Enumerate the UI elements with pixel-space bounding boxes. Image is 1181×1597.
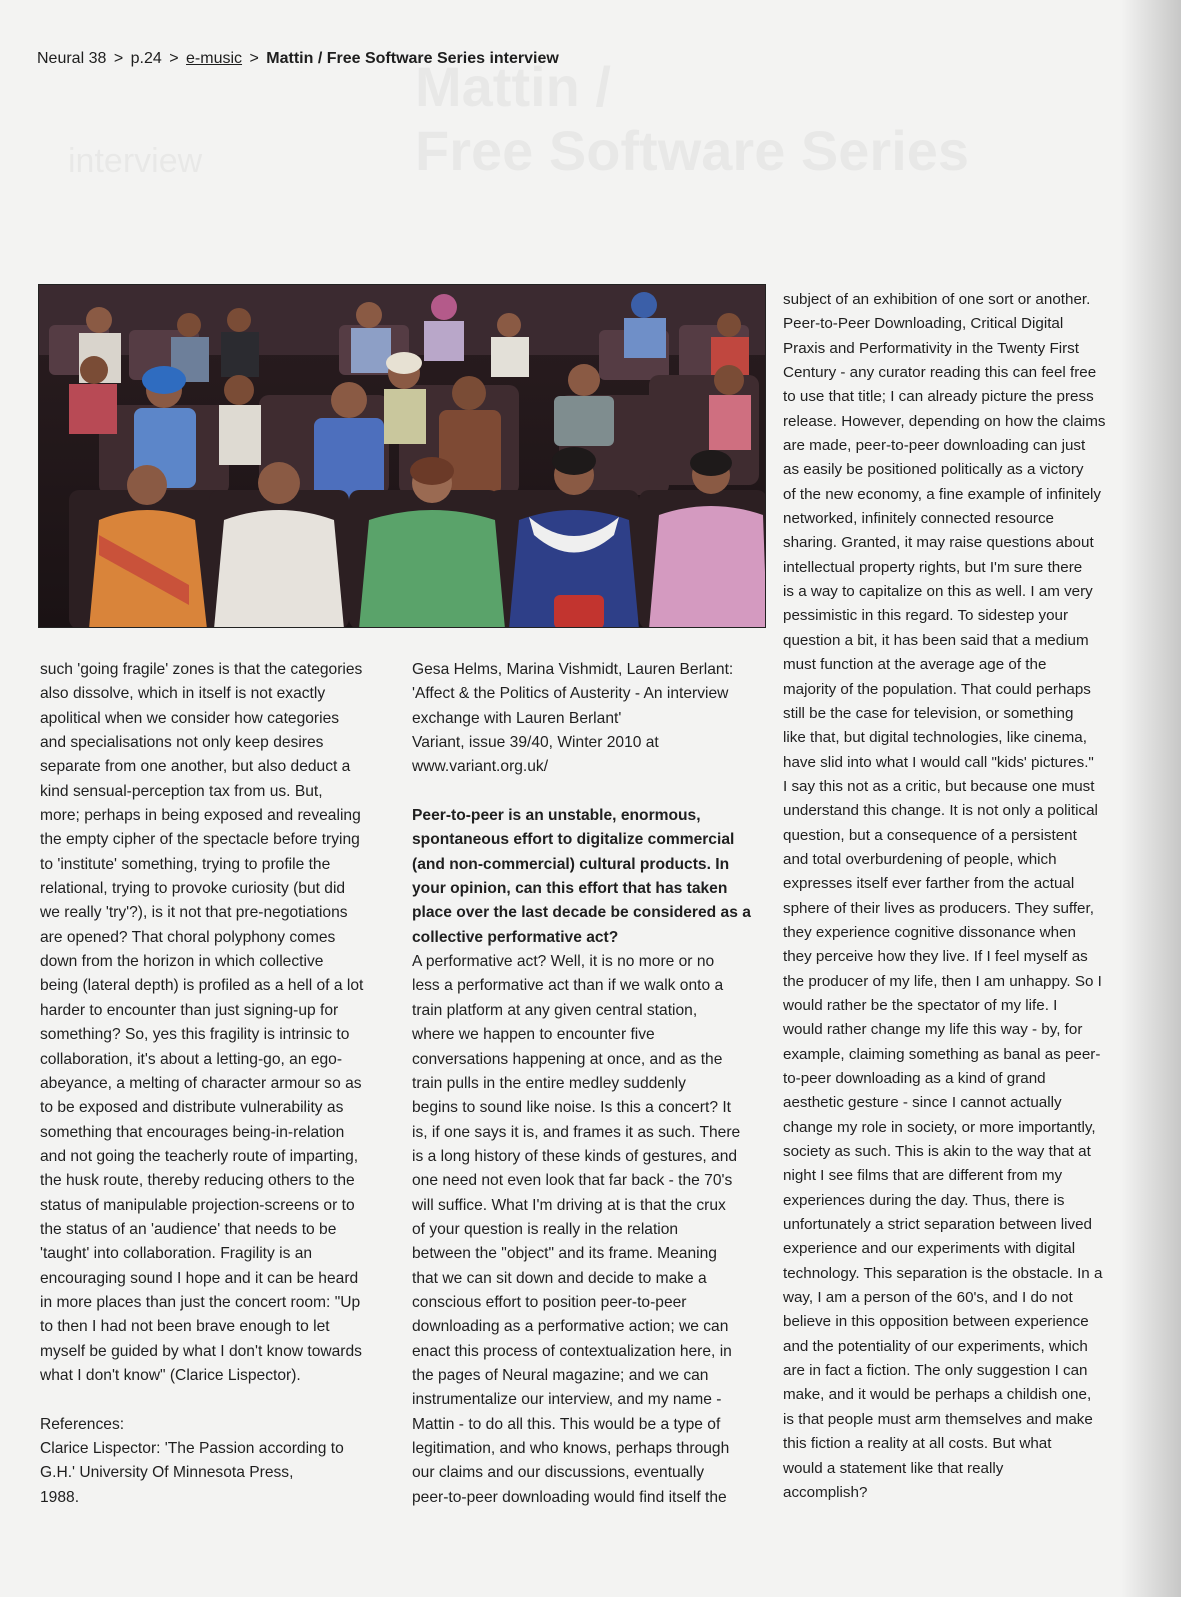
interview-answer-line: less a performative act than if we walk onto a [412,977,724,995]
body-text-line: and not going the teacherly route of imparting, [40,1147,359,1165]
body-text-line: what I don't know" (Clarice Lispector). [40,1366,301,1384]
interview-answer-line: are made, peer-to-peer downloading can just [783,437,1086,455]
interview-answer-line: is, if one says it is, and frames it as such. There [412,1123,741,1141]
interview-answer-line: that we can sit down and decide to make a [412,1269,707,1287]
interview-answer-line: change my role in society, or more importantly, [783,1118,1096,1136]
interview-answer-line: majority of the population. That could perhaps [783,680,1091,698]
body-text-line: status of manipulable projection-screens or to [40,1196,355,1214]
interview-answer-line: to-peer downloading as a kind of grand [783,1070,1046,1087]
interview-answer-line: the pages of Neural magazine; and we can [412,1366,709,1384]
interview-answer-line: begins to sound like noise. Is this a concert? It [412,1099,731,1117]
interview-answer-line: conscious effort to position peer-to-peer [412,1293,687,1311]
interview-answer-line: like that, but digital technologies, like cinema, [783,729,1087,747]
interview-question-line: Peer-to-peer is an unstable, enormous, [412,807,701,825]
reference-line: www.variant.org.uk/ [412,758,549,776]
body-text-line: and specialisations not only keep desires [40,734,324,752]
interview-answer-line: is a long history of these kinds of gestures, and [412,1147,738,1165]
interview-answer-line: Mattin - to do all this. This would be a type of [412,1415,721,1433]
breadcrumb-section-link[interactable]: e-music [186,50,243,67]
breadcrumb-separator: > [113,50,124,67]
interview-answer-line: is that people must arm themselves and make [783,1410,1093,1428]
interview-answer-line: is a way to capitalize on this as well. I am very [783,583,1093,601]
body-text-line: the empty cipher of the spectacle before trying [40,831,360,849]
interview-answer-line: A performative act? Well, it is no more or no [412,953,715,971]
interview-answer-line: still be the case for television, or something [783,704,1074,722]
interview-answer-line: pessimistic in this regard. To sidestep your [783,607,1069,625]
reference-line: 'Affect & the Politics of Austerity - An interview [412,685,729,703]
interview-question-line: (and non-commercial) cultural products. In [412,855,730,873]
interview-answer-line: believe in this opposition between experience [783,1313,1089,1331]
body-text-line: also dissolve, which in itself is not exactly [40,685,326,703]
article-column-2 [412,658,751,1510]
interview-answer-line: way, I am a person of the 60's, and I do not [783,1289,1073,1307]
interview-answer-line: train pulls in the entire medley suddenly [412,1074,686,1092]
interview-answer-line: understand this change. It is not only a political [783,802,1098,820]
body-text-line: 'taught' into collaboration. Fragility is an [40,1245,313,1263]
interview-answer-line: experience and our experiments with digital [783,1240,1076,1258]
interview-answer-line: aesthetic gesture - since I cannot actually [783,1094,1062,1112]
body-text-line: being (lateral depth) is profiled as a hell of a lot [40,977,364,995]
body-text-line: more; perhaps in being exposed and revealing [40,807,361,825]
interview-answer-line: have slid into what I would call "kids' pictures." [783,753,1094,771]
interview-answer-line: example, claiming something as banal as peer- [783,1045,1101,1063]
interview-answer-line: and the potentiality of our experiments, which [783,1337,1088,1355]
body-text-line: kind sensual-perception tax from us. But, [40,782,323,800]
interview-question-line: spontaneous effort to digitalize commercial [412,831,735,849]
breadcrumb-issue: Neural 38 [37,50,107,67]
reference-line: Clarice Lispector: 'The Passion according to [40,1440,344,1457]
body-text-line: to 'institute' something, trying to profile the [40,855,331,873]
interview-answer-line: release. However, depending on how the claims [783,412,1106,430]
interview-answer-line: Peer-to-Peer Downloading, Critical Digital [783,315,1064,333]
interview-answer-line: would rather be the spectator of my life. I [783,996,1058,1014]
ghost-subheading [68,142,202,181]
interview-answer-line: networked, infinitely connected resource [783,510,1054,528]
interview-answer-line: Century - any curator reading this can feel free [783,364,1097,382]
body-text-line: we really 'try'?), is it not that pre-negotiations [40,904,348,922]
interview-answer-line: train platform at any given central station, [412,1001,698,1019]
reference-line: Variant, issue 39/40, Winter 2010 at [412,734,659,752]
reference-line: exchange with Lauren Berlant' [412,709,622,727]
interview-answer-line: would rather change my life this way - by, for [783,1021,1083,1039]
interview-answer-line: as easily be positioned politically as a victory [783,461,1084,479]
interview-answer-line: downloading as a performative action; we can [412,1318,729,1336]
interview-answer-line: between the "object" and its frame. Meaning [412,1245,717,1263]
reference-line: G.H.' University Of Minnesota Press, [40,1464,294,1482]
interview-answer-line: and total overburdening of people, which [783,850,1057,868]
body-text-line: down from the horizon in which collective [40,953,324,971]
interview-answer-line: they experience cognitive dissonance when [783,923,1076,941]
interview-answer-line: intellectual property rights, but I'm sure there [783,558,1083,576]
interview-answer-line: question, but a consequence of a persistent [783,826,1077,844]
paragraph-gap [40,1388,363,1412]
body-text-line: collaboration, it's about a letting-go, an ego- [40,1050,343,1068]
interview-answer-line: one need not even look that far back - the 70's [412,1172,733,1190]
interview-question-line: place over the last decade be considered as a [412,904,751,922]
interview-answer-line: make, and it would be perhaps a childish one, [783,1386,1092,1404]
interview-answer-line: legitimation, and who knows, perhaps through [412,1440,730,1457]
interview-answer-line: night I see films that are different from my [783,1167,1063,1185]
body-text-line: to then I had not been brave enough to let [40,1318,330,1336]
interview-answer-line: enact this process of contextualization here, in [412,1342,732,1360]
interview-answer-line: peer-to-peer downloading would find itself the [412,1488,727,1506]
interview-question-line: collective performative act? [412,928,619,946]
body-text-line: relational, trying to provoke curiosity (but did [40,880,346,898]
ghost-heading [415,55,969,183]
breadcrumb-separator: > [169,50,179,67]
interview-answer-line: I say this not as a critic, but because one must [783,777,1095,795]
body-text-line: myself be guided by what I don't know towards [40,1342,362,1360]
interview-answer-line: to use that title; I can already picture the press [783,388,1094,406]
interview-answer-line: conversations happening at once, and as the [412,1050,723,1068]
interview-answer-line: expresses itself ever farther from the actual [783,875,1075,893]
interview-answer-line: the producer of my life, then I am unhappy. So I [783,972,1102,990]
interview-answer-line: society as such. This is akin to the way that at [783,1143,1091,1161]
body-text-line: the husk route, thereby reducing others to the [40,1172,355,1190]
interview-answer-line: of the new economy, a fine example of infinitely [783,485,1101,503]
interview-answer-line: question a bit, it has been said that a medium [783,631,1089,649]
body-text-line: encouraging sound I hope and it can be heard [40,1269,359,1287]
body-text-line: to be exposed and distribute vulnerability as [40,1099,344,1117]
interview-answer-line: of your question is really in the relation [412,1220,679,1238]
interview-answer-line: unfortunately a strict separation between lived [783,1216,1092,1234]
audience-photo [38,284,766,628]
body-text-line: apolitical when we consider how categories [40,709,340,727]
body-text-line: something? So, yes this fragility is intrinsic to [40,1026,350,1044]
interview-answer-line: experiences during the day. Thus, there is [783,1191,1065,1209]
body-text-line: are opened? That choral polyphony comes [40,928,336,946]
article-column-3 [783,288,1106,1505]
interview-answer-line: must function at the average age of the [783,656,1047,674]
reference-line: 1988. [40,1488,80,1506]
breadcrumb [37,50,559,68]
article-column-1 [40,658,363,1510]
interview-answer-line: sphere of their lives as producers. They suffer, [783,899,1094,917]
interview-question-line: your opinion, can this effort that has taken [412,880,728,898]
body-text-line: abeyance, a melting of character armour so as [40,1074,362,1092]
references-heading: References: [40,1415,125,1433]
interview-answer-line: technology. This separation is the obstacle. In a [783,1264,1103,1282]
page-edge-shadow [1121,0,1181,1597]
ghost-title-line2 [415,119,969,183]
interview-answer-line: this fiction a reality at all costs. But what [783,1435,1052,1453]
body-text-line: in more places than just the concert room: "Up [40,1293,361,1311]
interview-answer-line: sharing. Granted, it may raise questions about [783,534,1094,552]
breadcrumb-current: Mattin / Free Software Series interview [266,50,559,67]
audience-photo-illustration [39,285,766,628]
body-text-line: such 'going fragile' zones is that the categories [40,661,363,678]
breadcrumb-page: p.24 [130,50,162,67]
interview-answer-line: are in fact a fiction. The only suggestion I can [783,1362,1088,1380]
interview-answer-line: accomplish? [783,1483,868,1501]
body-text-line: harder to encounter than just signing-up for [40,1001,339,1019]
interview-answer-line: where we happen to encounter five [412,1026,655,1044]
reference-line: Gesa Helms, Marina Vishmidt, Lauren Berlant: [412,661,734,678]
interview-answer-line: instrumentalize our interview, and my name - [412,1391,722,1409]
body-text-line: separate from one another, but also deduct a [40,758,351,776]
body-text-line: something that encourages being-in-relation [40,1123,345,1141]
interview-answer-line: Praxis and Performativity in the Twenty First [783,339,1079,357]
interview-answer-line: they perceive how they live. If I feel myself as [783,948,1088,966]
interview-answer-line: subject of an exhibition of one sort or another. [783,291,1091,308]
interview-answer-line: would a statement like that really [783,1459,1004,1477]
interview-answer-line: our claims and our discussions, eventually [412,1464,705,1482]
paragraph-gap [412,780,751,804]
breadcrumb-separator: > [249,50,259,67]
interview-answer-line: will suffice. What I'm driving at is that the crux [412,1196,726,1214]
body-text-line: the status of an 'audience' that needs to be [40,1220,337,1238]
